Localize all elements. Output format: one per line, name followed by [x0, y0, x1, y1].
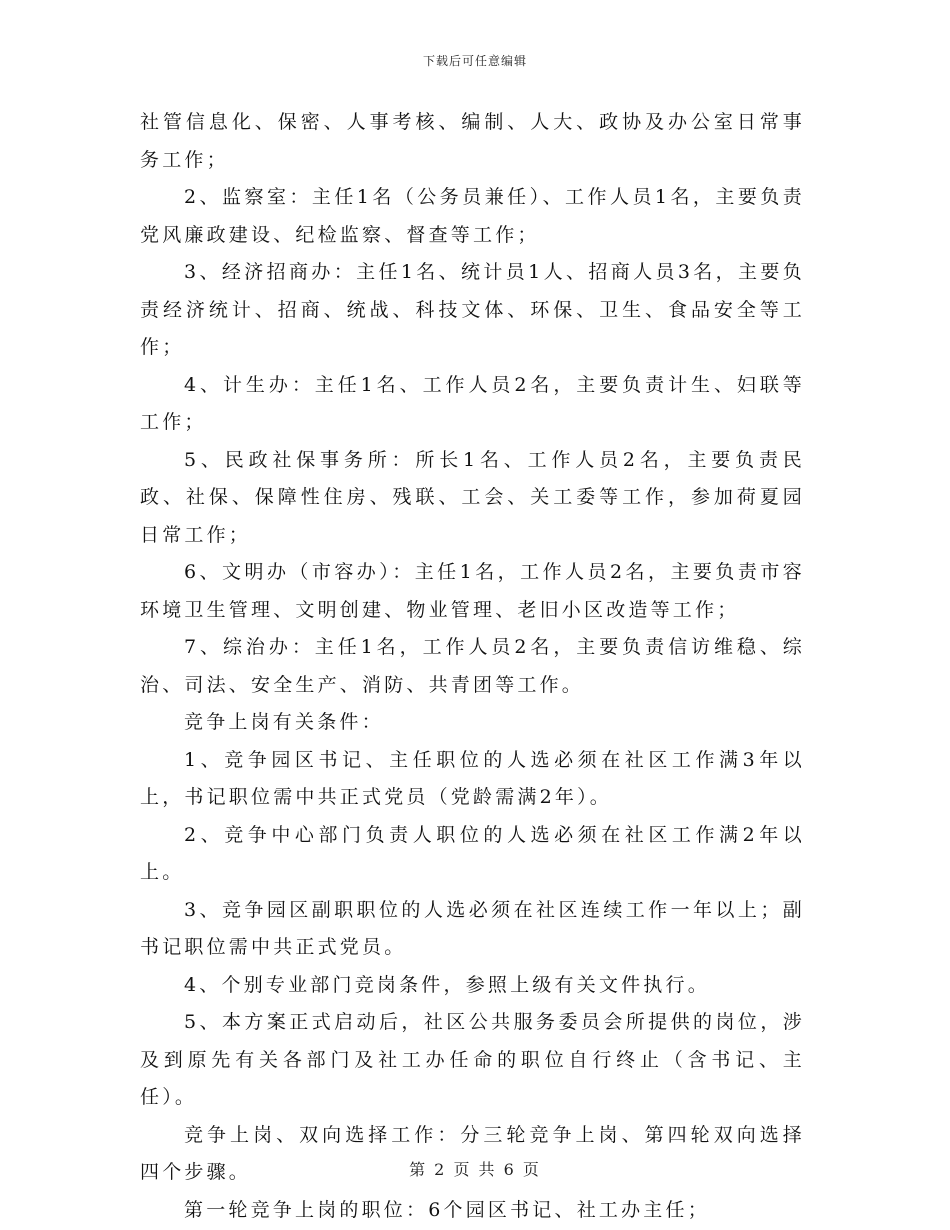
paragraph: 2、监察室：主任1名（公务员兼任）、工作人员1名，主要负责党风廉政建设、纪检监察、督查等工作； — [140, 186, 805, 246]
section-heading: 竞争上岗有关条件： — [184, 711, 384, 733]
paragraph: 社管信息化、保密、人事考核、编制、人大、政协及办公室日常事务工作； — [140, 111, 805, 171]
paragraph: 4、计生办：主任1名、工作人员2名，主要负责计生、妇联等工作； — [140, 373, 805, 433]
paragraph: 3、经济招商办：主任1名、统计员1人、招商人员3名，主要负责经济统计、招商、统战、科技文体、环保、卫生、食品安全等工作； — [140, 261, 805, 358]
paragraph: 3、竞争园区副职职位的人选必须在社区连续工作一年以上；副书记职位需中共正式党员。 — [140, 898, 805, 958]
paragraph: 竞争上岗、双向选择工作：分三轮竞争上岗、第四轮双向选择四个步骤。 — [140, 1123, 805, 1183]
paragraph: 2、竞争中心部门负责人职位的人选必须在社区工作满2年以上。 — [140, 823, 805, 883]
paragraph: 第一轮竞争上岗的职位：6个园区书记、社工办主任； — [184, 1198, 710, 1221]
page-number: 第 2 页 共 6 页 — [409, 1160, 541, 1179]
paragraph: 6、文明办（市容办）：主任1名，工作人员2名，主要负责市容环境卫生管理、文明创建、物业管理、老旧小区改造等工作； — [140, 561, 805, 621]
paragraph: 1、竞争园区书记、主任职位的人选必须在社区工作满3年以上，书记职位需中共正式党员（党龄需满2年）。 — [140, 748, 805, 808]
paragraph: 7、综治办：主任1名，工作人员2名，主要负责信访维稳、综治、司法、安全生产、消防、共青团等工作。 — [140, 636, 805, 696]
paragraph: 4、个别专业部门竞岗条件，参照上级有关文件执行。 — [184, 973, 710, 996]
page-header-note: 下载后可任意编辑 — [422, 54, 527, 68]
document-body — [140, 104, 805, 1229]
paragraph: 5、本方案正式启动后，社区公共服务委员会所提供的岗位，涉及到原先有关各部门及社工办任命的职位自行终止（含书记、主任）。 — [140, 1011, 805, 1108]
paragraph: 5、民政社保事务所：所长1名、工作人员2名，主要负责民政、社保、保障性住房、残联、工会、关工委等工作，参加荷夏园日常工作； — [140, 448, 805, 546]
